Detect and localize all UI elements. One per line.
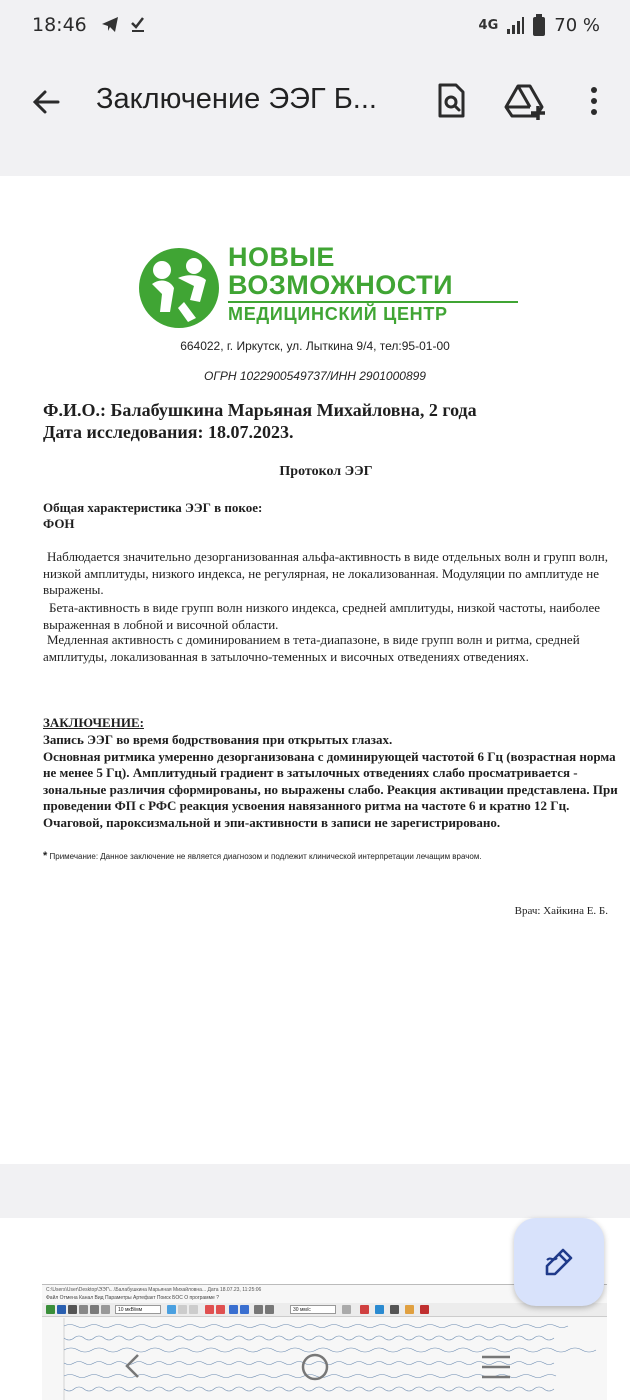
section-heading-title: Общая характеристика ЭЭГ в покое: <box>43 500 263 515</box>
telegram-icon <box>100 14 160 36</box>
search-in-document-button[interactable] <box>430 80 472 122</box>
status-time: 18:46 <box>32 14 87 36</box>
clinic-logo <box>134 242 524 328</box>
eeg-tool-icon <box>68 1305 77 1314</box>
eeg-tool-icon <box>178 1305 187 1314</box>
eeg-tool-icon <box>205 1305 214 1314</box>
eeg-tool-icon <box>342 1305 351 1314</box>
disclaimer-note <box>43 850 482 862</box>
arrow-left-icon <box>26 82 66 122</box>
eeg-tool-icon <box>167 1305 176 1314</box>
drive-add-icon <box>504 80 550 122</box>
paragraph-beta: Бета-активность в виде групп волн низкого индекса, средней амплитуды, низкой частоты, наиболее выраженная в лобной и височной области. <box>43 600 600 632</box>
edit-fab-button[interactable] <box>514 1218 604 1306</box>
nav-back-button[interactable] <box>120 1352 146 1385</box>
signal-icon <box>506 15 524 35</box>
document-title: Заключение ЭЭГ Б... <box>96 83 377 115</box>
conclusion-title: ЗАКЛЮЧЕНИЕ: <box>43 715 144 730</box>
network-type: 4G <box>478 17 499 33</box>
status-notification-icons <box>100 14 160 41</box>
family-logo-icon <box>134 242 224 328</box>
note-text: Примечание: Данное заключение не является диагнозом и подлежит клинической интерпретации лечащим врачом. <box>49 852 482 861</box>
eeg-tool-icon <box>229 1305 238 1314</box>
battery-icon <box>532 14 546 36</box>
conclusion-line: Очаговой, пароксизмальной и эпи-активности в записи не зарегистрировано. <box>43 814 501 830</box>
clinic-ogrn: ОГРН 1022900549737/ИНН 2901000899 <box>204 369 426 383</box>
eeg-tool-icon <box>405 1305 414 1314</box>
document-search-icon <box>430 80 472 122</box>
patient-name: Ф.И.О.: Балабушкина Марьяная Михайловна, 2 года <box>43 400 477 420</box>
eeg-tool-icon <box>57 1305 66 1314</box>
app-bar <box>0 60 630 144</box>
eeg-tool-icon <box>420 1305 429 1314</box>
eeg-tool-icon <box>240 1305 249 1314</box>
eeg-tool-icon <box>101 1305 110 1314</box>
nav-home-button[interactable] <box>300 1352 330 1387</box>
menu-lines-icon <box>480 1354 512 1380</box>
eeg-toolbar <box>42 1303 607 1317</box>
paragraph-slow: Медленная активность с доминированием в тета-диапазоне, в виде групп волн и ритма, средней амплитуды, локализованная в затылочно-теменных и височных отведениях отведениях. <box>43 632 580 664</box>
document-page <box>0 176 630 1164</box>
doctor-signature: Врач: Хайкина Е. Б. <box>514 905 608 917</box>
conclusion-line: Основная ритмика умеренно дезорганизована с доминирующей частотой 6 Гц (возрастная норма не менее 5 Гц). Амплитудный градиент в затылочных отведениях слабо просматривается - зональные различия сформированы, но выражены слабо. Реакция активации представлена. При проведении ФП с РФС реакция усвоения навязанного ритма на частоте 6 и кратно 12 Гц. <box>43 748 618 813</box>
eeg-tool-icon <box>360 1305 369 1314</box>
eeg-speed-select: 30 мм/с <box>290 1305 336 1314</box>
eeg-tool-icon <box>216 1305 225 1314</box>
protocol-title: Протокол ЭЭГ <box>279 464 373 479</box>
eeg-tool-icon <box>375 1305 384 1314</box>
more-vert-icon <box>578 80 610 122</box>
edit-pen-icon <box>543 1246 575 1278</box>
add-to-drive-button[interactable] <box>504 80 550 122</box>
logo-text-line3: МЕДИЦИНСКИЙ ЦЕНТР <box>228 304 448 324</box>
section-heading-sub: ФОН <box>43 516 75 531</box>
eeg-window-title: C:\Users\User\Desktop\ЭЭГ\...\Балабушкина Марьяная Михайловна... Дата 18.07.23, 11:25:06 <box>46 1287 262 1293</box>
section-heading <box>43 500 262 532</box>
home-circle-icon <box>300 1352 330 1382</box>
conclusion-text <box>43 732 618 831</box>
chevron-left-icon <box>120 1352 146 1380</box>
paragraph-alpha: Наблюдается значительно дезорганизованная альфа-активность в виде отдельных волн и групп волн, низкой амплитуды, низкого индекса, не регулярная, не локализованная. Модуляции по амплитуде не выражены. <box>43 549 609 597</box>
note-asterisk: * <box>43 850 48 862</box>
eeg-tool-icon <box>46 1305 55 1314</box>
logo-text-line2: ВОЗМОЖНОСТИ <box>228 270 454 300</box>
conclusion-line: Запись ЭЭГ во время бодрствования при открытых глазах. <box>43 732 393 747</box>
eeg-tool-icon <box>189 1305 198 1314</box>
eeg-tool-icon <box>254 1305 263 1314</box>
status-right <box>479 14 600 36</box>
back-button[interactable] <box>26 82 66 122</box>
eeg-sensitivity-select: 10 мкВ/мм <box>115 1305 161 1314</box>
eeg-tool-icon <box>390 1305 399 1314</box>
battery-percent: 70 % <box>554 14 600 36</box>
nav-recents-button[interactable] <box>480 1354 512 1385</box>
status-bar <box>0 0 630 52</box>
conclusion-title-text: ЗАКЛЮЧЕНИЕ <box>43 715 140 730</box>
logo-divider <box>228 301 518 303</box>
logo-text-line1: НОВЫЕ <box>228 242 335 272</box>
clinic-address: 664022, г. Иркутск, ул. Лыткина 9/4, тел:95-01-00 <box>180 339 450 353</box>
eeg-tool-icon <box>265 1305 274 1314</box>
eeg-menu: Файл Отмена Канал Вид Параметры Артефакт Поиск БОС О программе ? <box>46 1295 219 1301</box>
eeg-tool-icon <box>79 1305 88 1314</box>
eeg-tool-icon <box>90 1305 99 1314</box>
more-options-button[interactable] <box>578 80 610 122</box>
exam-date: Дата исследования: 18.07.2023. <box>43 422 294 442</box>
system-nav-bar <box>0 1328 630 1400</box>
